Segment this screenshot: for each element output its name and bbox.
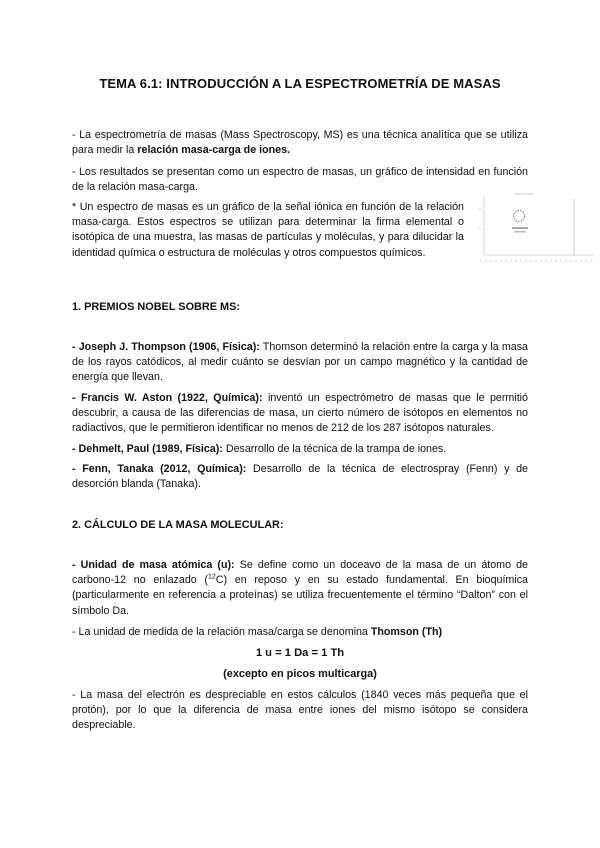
- mass-unit-term: - Unidad de masa atómica (u):: [72, 559, 235, 571]
- nobel-item-name: - Fenn, Tanaka (2012, Química):: [72, 463, 247, 475]
- mass-spectrum-figure: [474, 189, 600, 273]
- thomson-paragraph: [72, 625, 528, 640]
- thomson-term: Thomson (Th): [370, 626, 443, 638]
- intro-paragraph-3: * Un espectro de masas es un gráfico de la señal iónica en función de la relación masa-carga. Estos espectros se utilizan para determinar la firma elemental o isotópica de una muestra, las masas de partículas y moléculas, y para dilucidar la identidad química o estructura de moléculas y otros compuestos químicos.: [72, 201, 464, 259]
- nobel-item-name: - Joseph J. Thompson (1906, Física):: [72, 341, 260, 353]
- equation-note: (excepto en picos multicarga): [223, 668, 377, 680]
- intro-paragraph-2: - Los resultados se presentan como un espectro de masas, un gráfico de intensidad en función de la relación masa-carga.: [72, 166, 528, 194]
- nobel-item: [72, 391, 528, 437]
- nobel-item: [72, 340, 528, 386]
- section-2-heading: 2. CÁLCULO DE LA MASA MOLECULAR:: [72, 519, 284, 531]
- isotope-superscript: 12: [207, 573, 216, 581]
- unit-equation: 1 u = 1 Da = 1 Th: [255, 647, 345, 659]
- thomson-text: - La unidad de medida de la relación masa/carga se denomina: [72, 626, 371, 638]
- page-title: TEMA 6.1: INTRODUCCIÓN A LA ESPECTROMETRÍA DE MASAS: [99, 76, 501, 91]
- nobel-item-text: Desarrollo de la técnica de electrospray (Fenn) y de desorción blanda (Tanaka).: [72, 463, 528, 491]
- mass-unit-text-b: C) en reposo y en su estado fundamental. En bioquímica (particularmente en referencia a proteínas) se utiliza frecuentemente el término “Dalton” con el símbolo Da.: [72, 574, 528, 617]
- section-1-heading: 1. PREMIOS NOBEL SOBRE MS:: [72, 301, 241, 313]
- nobel-item: [72, 462, 528, 492]
- intro-p1-text: - La espectrometría de masas (Mass Spectroscopy, MS) es una técnica analítica que se utiliza para medir la: [72, 129, 528, 157]
- intro-p1-bold: relación masa-carga de iones.: [137, 144, 291, 157]
- nobel-item: [72, 442, 528, 457]
- intro-paragraph-1: [72, 128, 528, 158]
- nobel-item-name: - Francis W. Aston (1922, Química):: [72, 392, 263, 404]
- mass-spectrum-thumbnail-icon: [474, 189, 600, 273]
- nobel-item-text: Desarrollo de la técnica de la trampa de iones.: [222, 443, 447, 455]
- mass-unit-paragraph: [72, 558, 528, 619]
- nobel-item-text: Thomson determinó la relación entre la carga y la masa de los rayos catódicos, al medir cuánto se desvían por un campo magnético y la cantidad de energía que llevan.: [72, 341, 528, 384]
- nobel-item-name: - Dehmelt, Paul (1989, Física):: [72, 443, 223, 455]
- electron-mass-paragraph: - La masa del electrón es despreciable en estos cálculos (1840 veces más pequeña que el protón), por lo que la diferencia de masa entre iones del mismo isótopo se considera despreciable.: [72, 689, 528, 732]
- nobel-item-text: inventó un espectrómetro de masas que le permitió descubrir, a causa de las diferencias de masa, un cierto número de isótopos en elementos no radiactivos, que le permitieron identificar no menos de 212 de los 287 isótopos naturales.: [72, 392, 528, 435]
- mass-unit-text-a: Se define como un doceavo de la masa de un átomo de carbono-12 no enlazado (: [72, 559, 528, 587]
